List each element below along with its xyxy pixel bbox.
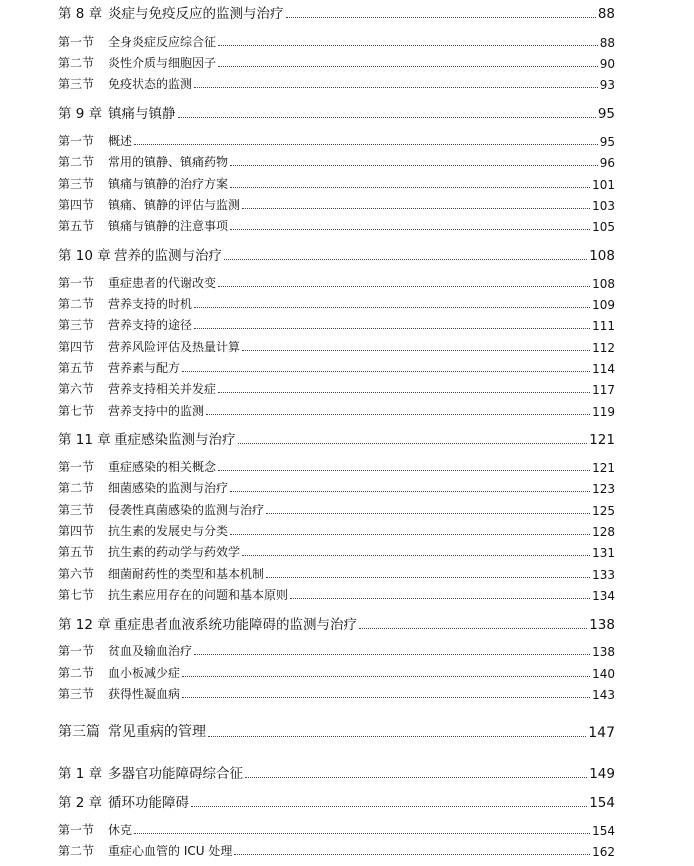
toc-entry-page: 128 xyxy=(592,525,615,539)
toc-entry-section xyxy=(58,586,615,603)
dot-leader xyxy=(191,806,587,807)
toc-entry-page: 105 xyxy=(592,220,615,234)
toc-entry-part xyxy=(58,721,615,741)
toc-entry-number: 第 2 章 xyxy=(58,795,103,811)
toc-entry-page: 147 xyxy=(588,725,615,741)
toc-entry-title: 全身炎症反应综合征 xyxy=(108,35,217,49)
toc-entry-title: 镇痛与镇静的治疗方案 xyxy=(108,177,229,191)
dot-leader xyxy=(182,371,590,372)
toc-entry-title: 抗生素的药动学与药效学 xyxy=(108,545,241,559)
toc-entry-page: 138 xyxy=(589,617,615,633)
toc-entry-section xyxy=(58,402,615,419)
toc-entry-number: 第六节 xyxy=(58,382,95,396)
toc-entry-title: 免疫状态的监测 xyxy=(108,77,193,91)
toc-entry-number: 第四节 xyxy=(58,524,95,538)
toc-entry-section xyxy=(58,821,615,838)
toc-entry-chapter xyxy=(58,613,615,633)
toc-entry-page: 111 xyxy=(592,319,615,333)
dot-leader xyxy=(238,443,588,444)
toc-entry-number: 第一节 xyxy=(58,823,95,837)
toc-entry-section xyxy=(58,458,615,475)
toc-entry-title: 贫血及输血治疗 xyxy=(108,644,193,658)
dot-leader xyxy=(242,555,590,556)
toc-entry-title: 多器官功能障碍综合征 xyxy=(108,766,243,782)
toc-entry-title: 抗生素的发展史与分类 xyxy=(108,524,229,538)
dot-leader xyxy=(134,833,590,834)
toc-entry-title: 细菌耐药性的类型和基本机制 xyxy=(108,567,265,581)
dot-leader xyxy=(194,328,590,329)
toc-entry-chapter xyxy=(58,102,615,122)
toc-entry-title: 重症患者血液系统功能障碍的监测与治疗 xyxy=(114,617,357,633)
toc-entry-page: 133 xyxy=(592,568,615,582)
toc-entry-page: 140 xyxy=(592,667,615,681)
dot-leader xyxy=(224,259,587,260)
toc-entry-number: 第七节 xyxy=(58,404,95,418)
toc-entry-number: 第二节 xyxy=(58,666,95,680)
toc-entry-title: 侵袭性真菌感染的监测与治疗 xyxy=(108,503,265,517)
toc-entry-title: 概述 xyxy=(108,134,133,148)
toc-entry-number: 第一节 xyxy=(58,134,95,148)
toc-entry-number: 第一节 xyxy=(58,460,95,474)
toc-entry-title: 循环功能障碍 xyxy=(108,795,189,811)
dot-leader xyxy=(182,676,590,677)
toc-entry-page: 103 xyxy=(592,199,615,213)
toc-entry-title: 营养的监测与治疗 xyxy=(114,248,222,264)
toc-entry-number: 第 8 章 xyxy=(58,6,103,22)
dot-leader xyxy=(266,513,590,514)
toc-entry-section xyxy=(58,54,615,71)
toc-entry-page: 95 xyxy=(599,135,615,149)
dot-leader xyxy=(245,777,587,778)
toc-entry-number: 第三篇 xyxy=(58,724,100,740)
toc-entry-section xyxy=(58,175,615,192)
toc-entry-section xyxy=(58,359,615,376)
dot-leader xyxy=(266,577,590,578)
dot-leader xyxy=(218,392,590,393)
toc-entry-page: 162 xyxy=(592,845,615,859)
toc-entry-section xyxy=(58,33,615,50)
dot-leader xyxy=(230,187,590,188)
toc-entry-title: 重症感染的相关概念 xyxy=(108,460,217,474)
toc-entry-title: 重症患者的代谢改变 xyxy=(108,276,217,290)
toc-entry-title: 镇痛与镇静的注意事项 xyxy=(108,219,229,233)
dot-leader xyxy=(230,165,598,166)
toc-entry-section xyxy=(58,295,615,312)
toc-entry-page: 114 xyxy=(592,362,615,376)
toc-entry-number: 第二节 xyxy=(58,844,95,858)
toc-entry-section xyxy=(58,153,615,170)
toc-entry-section xyxy=(58,842,615,859)
toc-entry-number: 第 12 章 xyxy=(58,617,111,633)
toc-entry-number: 第六节 xyxy=(58,567,95,581)
dot-leader xyxy=(234,854,590,855)
toc-entry-page: 125 xyxy=(592,504,615,518)
toc-entry-number: 第 11 章 xyxy=(58,432,111,448)
toc-entry-page: 121 xyxy=(592,461,615,475)
dot-leader xyxy=(194,87,598,88)
toc-entry-section xyxy=(58,274,615,291)
toc-entry-title: 重症感染监测与治疗 xyxy=(114,432,236,448)
toc-entry-section xyxy=(58,642,615,659)
toc-entry-title: 休克 xyxy=(108,823,133,837)
toc-entry-page: 112 xyxy=(592,341,615,355)
toc-entry-page: 90 xyxy=(599,57,615,71)
dot-leader xyxy=(218,45,598,46)
toc-entry-page: 96 xyxy=(599,156,615,170)
toc-entry-number: 第二节 xyxy=(58,56,95,70)
toc-entry-page: 154 xyxy=(589,795,615,811)
toc-entry-section xyxy=(58,543,615,560)
toc-entry-title: 营养支持相关并发症 xyxy=(108,382,217,396)
toc-entry-section xyxy=(58,501,615,518)
toc-entry-title: 抗生素应用存在的问题和基本原则 xyxy=(108,588,289,602)
toc-entry-chapter xyxy=(58,244,615,264)
toc-entry-page: 93 xyxy=(599,78,615,92)
toc-entry-number: 第 9 章 xyxy=(58,106,103,122)
toc-entry-page: 143 xyxy=(592,688,615,702)
toc-entry-section xyxy=(58,132,615,149)
toc-entry-page: 109 xyxy=(592,298,615,312)
toc-entry-section xyxy=(58,338,615,355)
dot-leader xyxy=(242,350,590,351)
toc-entry-section xyxy=(58,664,615,681)
toc-entry-page: 95 xyxy=(597,106,615,122)
toc-entry-number: 第五节 xyxy=(58,545,95,559)
toc-entry-chapter xyxy=(58,2,615,22)
toc-entry-section xyxy=(58,685,615,702)
dot-leader xyxy=(290,598,590,599)
toc-entry-title: 炎性介质与细胞因子 xyxy=(108,56,217,70)
toc-entry-title: 营养风险评估及热量计算 xyxy=(108,340,241,354)
toc-entry-section xyxy=(58,75,615,92)
dot-leader xyxy=(242,208,590,209)
toc-entry-chapter xyxy=(58,762,615,782)
toc-entry-page: 88 xyxy=(599,36,615,50)
dot-leader xyxy=(218,66,598,67)
toc-entry-page: 108 xyxy=(592,277,615,291)
toc-entry-number: 第四节 xyxy=(58,198,95,212)
toc-entry-title: 炎症与免疫反应的监测与治疗 xyxy=(108,6,284,22)
toc-entry-title: 血小板减少症 xyxy=(108,666,181,680)
dot-leader xyxy=(194,654,590,655)
toc-entry-page: 138 xyxy=(592,645,615,659)
toc-entry-title: 重症心血管的 ICU 处理 xyxy=(108,844,233,858)
toc-entry-section xyxy=(58,217,615,234)
toc-entry-title: 营养支持中的监测 xyxy=(108,404,205,418)
toc-entry-page: 119 xyxy=(592,405,615,419)
toc-entry-section xyxy=(58,196,615,213)
dot-leader xyxy=(230,229,590,230)
dot-leader xyxy=(218,470,590,471)
toc-entry-section xyxy=(58,565,615,582)
toc-entry-number: 第三节 xyxy=(58,503,95,517)
toc-entry-page: 101 xyxy=(592,178,615,192)
dot-leader xyxy=(230,491,590,492)
toc-entry-title: 常见重病的管理 xyxy=(108,724,206,740)
toc-entry-title: 营养支持的时机 xyxy=(108,297,193,311)
toc-entry-page: 117 xyxy=(592,383,615,397)
toc-entry-section xyxy=(58,522,615,539)
toc-entry-page: 149 xyxy=(589,766,615,782)
toc-entry-number: 第一节 xyxy=(58,644,95,658)
toc-entry-number: 第二节 xyxy=(58,155,95,169)
toc-entry-page: 131 xyxy=(592,546,615,560)
toc-entry-number: 第二节 xyxy=(58,297,95,311)
toc-entry-title: 获得性凝血病 xyxy=(108,687,181,701)
toc-entry-page: 134 xyxy=(592,589,615,603)
dot-leader xyxy=(178,117,596,118)
dot-leader xyxy=(182,697,590,698)
toc-entry-chapter xyxy=(58,428,615,448)
toc-entry-section xyxy=(58,380,615,397)
toc-entry-title: 细菌感染的监测与治疗 xyxy=(108,481,229,495)
toc-entry-title: 营养支持的途径 xyxy=(108,318,193,332)
toc-entry-number: 第一节 xyxy=(58,35,95,49)
toc-entry-number: 第三节 xyxy=(58,77,95,91)
toc-entry-title: 常用的镇静、镇痛药物 xyxy=(108,155,229,169)
toc-entry-number: 第七节 xyxy=(58,588,95,602)
dot-leader xyxy=(208,736,586,737)
dot-leader xyxy=(359,628,587,629)
toc-entry-number: 第三节 xyxy=(58,687,95,701)
toc-entry-page: 154 xyxy=(592,824,615,838)
toc-entry-title: 镇痛与镇静 xyxy=(108,106,176,122)
toc-entry-number: 第二节 xyxy=(58,481,95,495)
dot-leader xyxy=(206,414,590,415)
toc-entry-section xyxy=(58,316,615,333)
toc-entry-chapter xyxy=(58,791,615,811)
toc-entry-number: 第五节 xyxy=(58,361,95,375)
toc-entry-page: 123 xyxy=(592,482,615,496)
dot-leader xyxy=(218,286,590,287)
dot-leader xyxy=(194,307,590,308)
toc-entry-number: 第三节 xyxy=(58,177,95,191)
dot-leader xyxy=(134,144,598,145)
toc-entry-number: 第三节 xyxy=(58,318,95,332)
toc-entry-title: 营养素与配方 xyxy=(108,361,181,375)
toc-entry-section xyxy=(58,479,615,496)
toc-entry-number: 第 1 章 xyxy=(58,766,103,782)
toc-entry-title: 镇痛、镇静的评估与监测 xyxy=(108,198,241,212)
dot-leader xyxy=(230,534,590,535)
toc-entry-number: 第 10 章 xyxy=(58,248,111,264)
toc-entry-number: 第四节 xyxy=(58,340,95,354)
toc-entry-page: 108 xyxy=(589,248,615,264)
toc-entry-number: 第一节 xyxy=(58,276,95,290)
toc-entry-page: 88 xyxy=(597,6,615,22)
toc-entry-page: 121 xyxy=(589,432,615,448)
dot-leader xyxy=(286,17,596,18)
toc-entry-number: 第五节 xyxy=(58,219,95,233)
